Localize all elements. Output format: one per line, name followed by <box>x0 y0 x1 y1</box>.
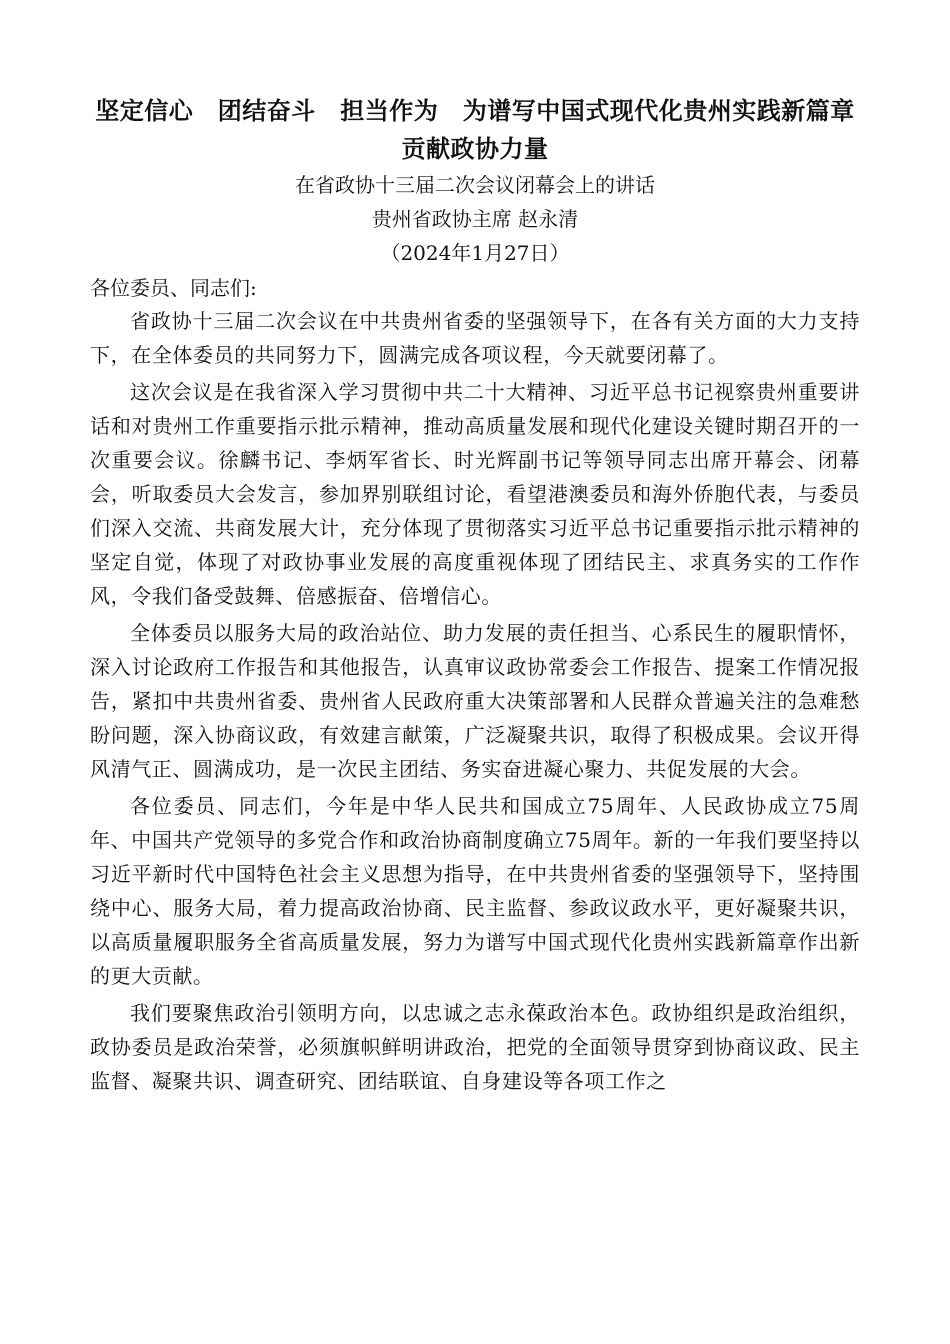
speaker-line: 贵州省政协主席 赵永清 <box>371 207 579 231</box>
document-subtitle: 在省政协十三届二次会议闭幕会上的讲话 <box>295 173 655 197</box>
body-paragraph: 省政协十三届二次会议在中共贵州省委的坚强领导下，在各有关方面的大力支持下，在全体委员的共同努力下，圆满完成各项议程，今天就要闭幕了。 <box>90 309 860 367</box>
salutation: 各位委员、同志们: <box>90 276 257 300</box>
speech-date: （2024年1月27日） <box>380 241 570 265</box>
body-paragraph: 各位委员、同志们，今年是中华人民共和国成立75周年、人民政协成立75周年、中国共产党领导的多党合作和政治协商制度确立75周年。新的一年我们要坚持以习近平新时代中国特色社会主义思想为指导，在中共贵州省委的坚强领导下，坚持围绕中心、服务大局，着力提高政治协商、民主监督、参政议政水平，更好凝聚共识，以高质量履职服务全省高质量发展，努力为谱写中国式现代化贵州实践新篇章作出新的更大贡献。 <box>90 794 860 988</box>
body-paragraph: 全体委员以服务大局的政治站位、助力发展的责任担当、心系民生的履职情怀，深入讨论政府工作报告和其他报告，认真审议政协常委会工作报告、提案工作情况报告，紧扣中共贵州省委、贵州省人民政府重大决策部署和人民群众普遍关注的急难愁盼问题，深入协商议政，有效建言献策，广泛凝聚共识，取得了积极成果。会议开得风清气正、圆满成功，是一次民主团结、务实奋进凝心聚力、共促发展的大会。 <box>90 621 860 781</box>
body-paragraph: 我们要聚焦政治引领明方向，以忠诚之志永葆政治本色。政协组织是政治组织，政协委员是政治荣誉，必须旗帜鲜明讲政治，把党的全面领导贯穿到协商议政、民主监督、凝聚共识、调查研究、团结联谊、自身建设等各项工作之 <box>90 1001 860 1093</box>
document-title: 坚定信心 团结奋斗 担当作为 为谱写中国式现代化贵州实践新篇章贡献政协力量 <box>95 96 855 163</box>
body-paragraph: 这次会议是在我省深入学习贯彻中共二十大精神、习近平总书记视察贵州重要讲话和对贵州工作重要指示批示精神，推动高质量发展和现代化建设关键时期召开的一次重要会议。徐麟书记、李炳军省长、时光辉副书记等领导同志出席开幕会、闭幕会，听取委员大会发言，参加界别联组讨论，看望港澳委员和海外侨胞代表，与委员们深入交流、共商发展大计，充分体现了贯彻落实习近平总书记重要指示批示精神的坚定自觉，体现了对政协事业发展的高度重视体现了团结民主、求真务实的工作作风，令我们备受鼓舞、倍感振奋、倍增信心。 <box>90 380 860 608</box>
document-page <box>90 92 860 1098</box>
